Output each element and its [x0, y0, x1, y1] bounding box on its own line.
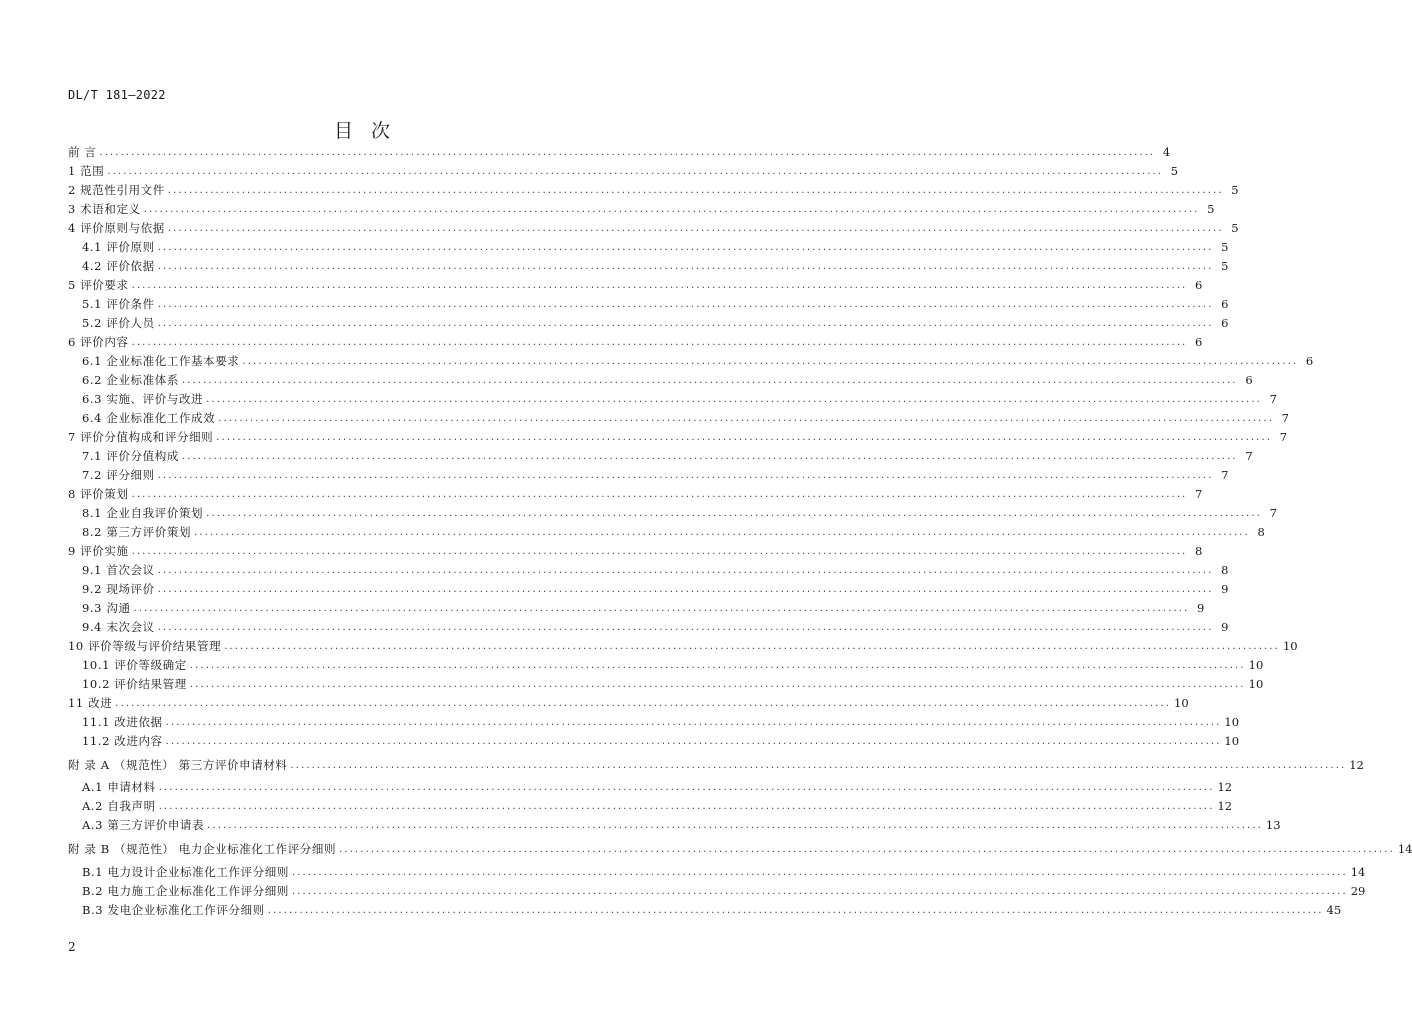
toc-entry[interactable]: [82, 448, 1253, 464]
toc-dot-leader: ........................................................................................................................................................................................................: [181, 374, 1238, 386]
toc-entry-page: 10: [1248, 658, 1264, 672]
toc-entry[interactable]: [82, 258, 1229, 274]
toc-entry-label: 6.2 企业标准体系: [82, 373, 179, 387]
toc-dot-leader: ........................................................................................................................................................................................................: [157, 260, 1214, 272]
toc-entry-label: 9.3 沟通: [82, 601, 131, 615]
toc-entry-label: 1 范围: [68, 164, 105, 178]
toc-entry-page: 5: [1170, 164, 1179, 178]
toc-dot-leader: ........................................................................................................................................................................................................: [290, 759, 1347, 771]
document-code: DL/T 181—2022: [68, 88, 166, 102]
toc-entry[interactable]: [82, 372, 1253, 388]
toc-dot-leader: ........................................................................................................................................................................................................: [131, 336, 1188, 348]
toc-dot-leader: ........................................................................................................................................................................................................: [194, 526, 1250, 538]
toc-entry-page: 7: [1269, 392, 1277, 406]
toc-entry[interactable]: [82, 798, 1233, 814]
toc-dot-leader: ........................................................................................................................................................................................................: [107, 165, 1164, 177]
toc-entry-page: 6: [1305, 354, 1314, 368]
toc-entry-label: 附 录 B （规范性） 电力企业标准化工作评分细则: [68, 842, 337, 856]
toc-entry-label: 7 评价分值构成和评分细则: [68, 430, 214, 444]
toc-entry[interactable]: [68, 182, 1239, 198]
toc-entry[interactable]: [82, 239, 1229, 255]
toc-entry-label: 10 评价等级与评价结果管理: [68, 639, 222, 653]
toc-entry-label: 6.3 实施、评价与改进: [82, 392, 204, 406]
toc-dot-leader: ........................................................................................................................................................................................................: [131, 279, 1188, 291]
toc-entry-label: 7.1 评价分值构成: [82, 449, 179, 463]
toc-dot-leader: ........................................................................................................................................................................................................: [157, 583, 1214, 595]
toc-entry[interactable]: [82, 562, 1229, 578]
toc-entry-page: 9: [1221, 620, 1229, 634]
toc-entry-page: 6: [1195, 278, 1203, 292]
toc-entry-label: 9.4 末次会议: [82, 620, 155, 634]
toc-entry-label: 前 言: [68, 145, 97, 159]
toc-entry-page: 10: [1224, 734, 1240, 748]
toc-dot-leader: ........................................................................................................................................................................................................: [339, 843, 1395, 855]
toc-entry-page: 8: [1257, 525, 1265, 539]
toc-entry[interactable]: [82, 353, 1314, 369]
toc-dot-leader: ........................................................................................................................................................................................................: [224, 640, 1280, 652]
toc-entry-label: A.3 第三方评价申请表: [82, 818, 205, 832]
toc-dot-leader: ........................................................................................................................................................................................................: [165, 716, 1222, 728]
toc-entry[interactable]: [82, 505, 1277, 521]
toc-entry[interactable]: [82, 581, 1229, 597]
toc-dot-leader: ........................................................................................................................................................................................................: [189, 678, 1246, 690]
toc-entry-label: B.1 电力设计企业标准化工作评分细则: [82, 865, 289, 879]
toc-entry[interactable]: [82, 657, 1264, 673]
toc-entry[interactable]: [82, 817, 1281, 833]
toc-entry[interactable]: [82, 864, 1366, 880]
toc-entry-page: 6: [1221, 297, 1229, 311]
toc-entry-page: 13: [1265, 818, 1281, 832]
toc-entry-label: 5 评价要求: [68, 278, 129, 292]
toc-entry-label: 6.4 企业标准化工作成效: [82, 411, 216, 425]
toc-entry-label: 11 改进: [68, 696, 113, 710]
toc-dot-leader: ........................................................................................................................................................................................................: [242, 355, 1299, 367]
toc-entry[interactable]: [82, 296, 1229, 312]
toc-entry-page: 12: [1349, 758, 1364, 772]
toc-dot-leader: ........................................................................................................................................................................................................: [157, 621, 1214, 633]
toc-dot-leader: ........................................................................................................................................................................................................: [291, 885, 1348, 897]
toc-dot-leader: ........................................................................................................................................................................................................: [99, 146, 1156, 158]
toc-entry-page: 10: [1174, 696, 1189, 710]
toc-entry-label: A.2 自我声明: [82, 799, 156, 813]
toc-entry-page: 6: [1195, 335, 1203, 349]
toc-dot-leader: ........................................................................................................................................................................................................: [131, 545, 1188, 557]
toc-entry[interactable]: [82, 902, 1342, 918]
toc-entry[interactable]: [82, 883, 1366, 899]
toc-entry-label: 9 评价实施: [68, 544, 129, 558]
toc-entry-label: 11.1 改进依据: [82, 715, 163, 729]
toc-entry-label: A.1 申请材料: [82, 780, 156, 794]
toc-entry-page: 14: [1397, 842, 1412, 856]
toc-entry-page: 7: [1221, 468, 1229, 482]
toc-entry-label: 3 术语和定义: [68, 202, 141, 216]
toc-dot-leader: ........................................................................................................................................................................................................: [206, 507, 1262, 519]
toc-entry-page: 8: [1221, 563, 1229, 577]
toc-entry[interactable]: [82, 467, 1229, 483]
toc-dot-leader: ........................................................................................................................................................................................................: [181, 450, 1238, 462]
toc-dot-leader: ........................................................................................................................................................................................................: [167, 184, 1224, 196]
toc-dot-leader: ........................................................................................................................................................................................................: [158, 800, 1215, 812]
toc-dot-leader: ........................................................................................................................................................................................................: [157, 241, 1214, 253]
toc-dot-leader: ........................................................................................................................................................................................................: [216, 431, 1273, 443]
toc-entry-label: 附 录 A （规范性） 第三方评价申请材料: [68, 758, 288, 772]
toc-entry-label: 8.2 第三方评价策划: [82, 525, 192, 539]
toc-entry-page: 45: [1326, 903, 1342, 917]
toc-entry[interactable]: [82, 524, 1265, 540]
toc-dot-leader: ........................................................................................................................................................................................................: [158, 781, 1215, 793]
toc-entry-page: 7: [1279, 430, 1288, 444]
toc-dot-leader: ........................................................................................................................................................................................................: [157, 298, 1214, 310]
toc-entry-page: 7: [1269, 506, 1277, 520]
toc-entry-label: 6 评价内容: [68, 335, 129, 349]
toc-dot-leader: ........................................................................................................................................................................................................: [189, 659, 1246, 671]
toc-entry-label: 4 评价原则与依据: [68, 221, 165, 235]
toc-entry[interactable]: [68, 695, 1189, 711]
toc-dot-leader: ........................................................................................................................................................................................................: [206, 393, 1262, 405]
toc-entry-page: 7: [1281, 411, 1289, 425]
toc-entry-label: 4.1 评价原则: [82, 240, 155, 254]
toc-entry[interactable]: [68, 201, 1215, 217]
toc-entry-page: 5: [1207, 202, 1215, 216]
toc-entry[interactable]: [68, 486, 1203, 502]
toc-entry-label: 8.1 企业自我评价策划: [82, 506, 204, 520]
toc-entry-page: 10: [1248, 677, 1264, 691]
toc-entry-page: 7: [1245, 449, 1253, 463]
toc-entry-page: 5: [1231, 183, 1239, 197]
toc-entry-label: 8 评价策划: [68, 487, 129, 501]
toc-entry-page: 10: [1224, 715, 1240, 729]
toc-entry[interactable]: [68, 429, 1288, 445]
toc-entry-page: 8: [1195, 544, 1203, 558]
toc-entry-page: 9: [1221, 582, 1229, 596]
toc-entry-label: 9.2 现场评价: [82, 582, 155, 596]
toc-entry-page: 5: [1231, 221, 1239, 235]
toc-dot-leader: ........................................................................................................................................................................................................: [157, 469, 1214, 481]
toc-dot-leader: ........................................................................................................................................................................................................: [267, 904, 1324, 916]
toc-entry-label: 9.1 首次会议: [82, 563, 155, 577]
toc-entry-label: 7.2 评分细则: [82, 468, 155, 482]
page-title: 目次: [333, 120, 408, 142]
toc-dot-leader: ........................................................................................................................................................................................................: [167, 222, 1224, 234]
toc-entry[interactable]: [82, 600, 1205, 616]
toc-entry-label: 5.2 评价人员: [82, 316, 155, 330]
toc-entry-page: 14: [1350, 865, 1366, 879]
toc-entry[interactable]: [82, 410, 1289, 426]
toc-entry-label: B.2 电力施工企业标准化工作评分细则: [82, 884, 289, 898]
toc-entry-page: 5: [1221, 259, 1229, 273]
toc-entry-label: 4.2 评价依据: [82, 259, 155, 273]
toc-entry-page: 12: [1217, 799, 1233, 813]
toc-entry[interactable]: [68, 841, 1412, 857]
toc-entry[interactable]: [82, 315, 1229, 331]
toc-entry-label: B.3 发电企业标准化工作评分细则: [82, 903, 265, 917]
toc-entry[interactable]: [82, 391, 1277, 407]
toc-entry-page: 7: [1195, 487, 1203, 501]
toc-entry[interactable]: [68, 163, 1179, 179]
toc-dot-leader: ........................................................................................................................................................................................................: [133, 602, 1190, 614]
toc-entry[interactable]: [68, 144, 1171, 160]
toc-entry-label: 5.1 评价条件: [82, 297, 155, 311]
toc-entry-page: 6: [1221, 316, 1229, 330]
toc-dot-leader: ........................................................................................................................................................................................................: [131, 488, 1188, 500]
toc-entry-page: 4: [1162, 145, 1171, 159]
toc-dot-leader: ........................................................................................................................................................................................................: [143, 203, 1200, 215]
toc-entry[interactable]: [82, 733, 1240, 749]
toc-entry[interactable]: [82, 619, 1229, 635]
toc-entry[interactable]: [68, 220, 1239, 236]
toc-dot-leader: ........................................................................................................................................................................................................: [165, 735, 1222, 747]
toc-dot-leader: ........................................................................................................................................................................................................: [157, 564, 1214, 576]
toc-entry-label: 10.1 评价等级确定: [82, 658, 187, 672]
toc-dot-leader: ........................................................................................................................................................................................................: [157, 317, 1214, 329]
toc-dot-leader: ........................................................................................................................................................................................................: [291, 866, 1348, 878]
toc-entry-page: 9: [1196, 601, 1205, 615]
toc-entry[interactable]: [68, 277, 1203, 293]
toc-entry-label: 6.1 企业标准化工作基本要求: [82, 354, 240, 368]
toc-entry-page: 10: [1282, 639, 1298, 653]
toc-entry-page: 29: [1350, 884, 1366, 898]
toc-dot-leader: ........................................................................................................................................................................................................: [207, 819, 1263, 831]
toc-entry[interactable]: [82, 676, 1264, 692]
toc-entry[interactable]: [68, 757, 1364, 773]
toc-entry-label: 10.2 评价结果管理: [82, 677, 187, 691]
toc-dot-leader: ........................................................................................................................................................................................................: [218, 412, 1274, 424]
toc-entry-label: 11.2 改进内容: [82, 734, 163, 748]
toc-entry-label: 2 规范性引用文件: [68, 183, 165, 197]
toc-entry[interactable]: [68, 638, 1298, 654]
page-number: 2: [68, 940, 76, 954]
toc-dot-leader: ........................................................................................................................................................................................................: [115, 697, 1172, 709]
toc-entry[interactable]: [82, 714, 1240, 730]
toc-entry[interactable]: [68, 334, 1203, 350]
toc-entry[interactable]: [82, 779, 1233, 795]
toc-entry[interactable]: [68, 543, 1203, 559]
toc-entry-page: 12: [1217, 780, 1233, 794]
toc-entry-page: 6: [1245, 373, 1253, 387]
toc-entry-page: 5: [1221, 240, 1229, 254]
